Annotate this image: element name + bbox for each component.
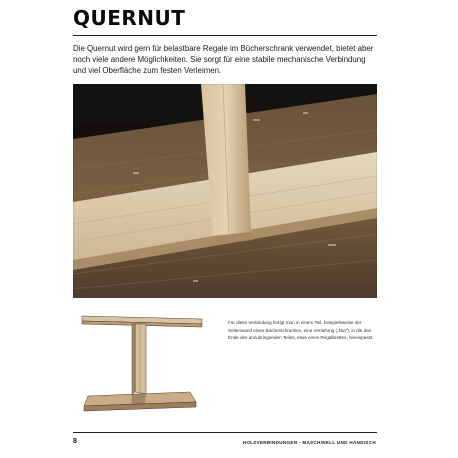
bottom-divider bbox=[73, 432, 377, 433]
dado-joint-diagram bbox=[78, 310, 206, 420]
page-title: QUERNUT bbox=[73, 6, 186, 30]
top-divider bbox=[73, 35, 377, 36]
joint-photo-illustration bbox=[73, 84, 377, 298]
dado-joint-drawing bbox=[78, 310, 206, 420]
joint-photo bbox=[73, 84, 377, 298]
page-number: 8 bbox=[73, 438, 77, 445]
intro-paragraph: Die Quernut wird gern für belastbare Regale im Bücherschrank verwendet, bietet aber noch viele andere Möglichkeiten. Sie sorgt für eine stabile mechanische Verbindung und viel Oberfläche zum festen Verleimen. bbox=[73, 44, 374, 75]
footer-title: HOLZVERBINDUNGEN - MASCHINELL UND HÄNDISCH bbox=[242, 440, 376, 445]
diagram-caption: Für diese Verbindung fertigt man in einem Teil, beispielsweise der Seitenwand eines Bücherschrankes, eine Vertiefung („Nut“), in die das Ende des anzubringenden Teiles, etwa eines Regalbrettes, hineinpasst. bbox=[228, 320, 374, 341]
